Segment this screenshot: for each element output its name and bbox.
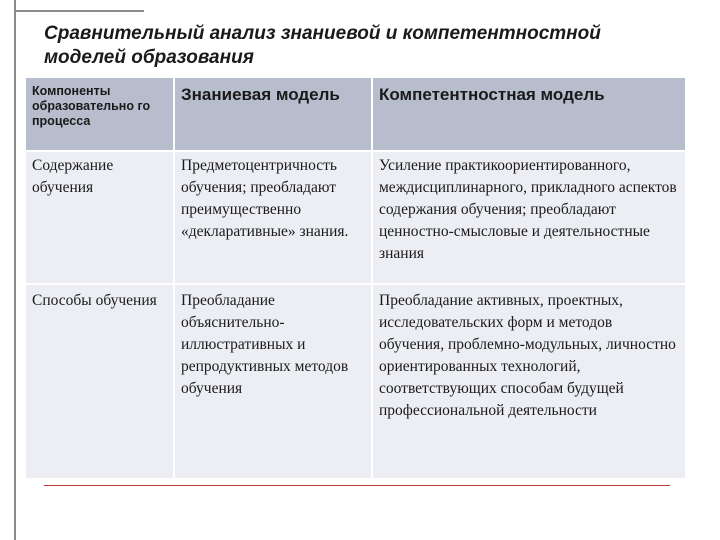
table-header-row [26,78,687,152]
title-line-2: моделей образования [44,47,254,68]
row-methods-component: Способы обучения [26,285,175,480]
row-content-component: Содержание обучения [26,152,175,285]
slide-bracket-vertical [14,0,16,540]
table-row [26,285,687,480]
header-competence-model: Компетентностная модель [373,78,687,152]
table-row [26,152,687,285]
row-methods-competence: Преобладание активных, проектных, исследовательских форм и методов обучения, проблемно-модульных, личностно ориентированных технологий, соответствующих способам будущей профессиональной деятельности [373,285,687,480]
header-components: Компоненты образовательно го процесса [26,78,175,152]
row-content-knowledge: Предметоцентричность обучения; преобладают преимущественно «декларативные» знания. [175,152,373,285]
header-knowledge-model: Знаниевая модель [175,78,373,152]
row-content-competence: Усиление практикоориентированного, междисциплинарного, прикладного аспектов содержания обучения; преобладают ценностно-смысловые и деятельностные знания [373,152,687,285]
row-methods-knowledge: Преобладание объяснительно-иллюстративных и репродуктивных методов обучения [175,285,373,480]
title-line-1: Сравнительный анализ знаниевой и компетентностной [44,23,601,44]
slide-title [44,22,684,70]
footer-divider [44,485,670,486]
slide-bracket-horizontal [14,10,144,12]
comparison-table [26,78,687,480]
